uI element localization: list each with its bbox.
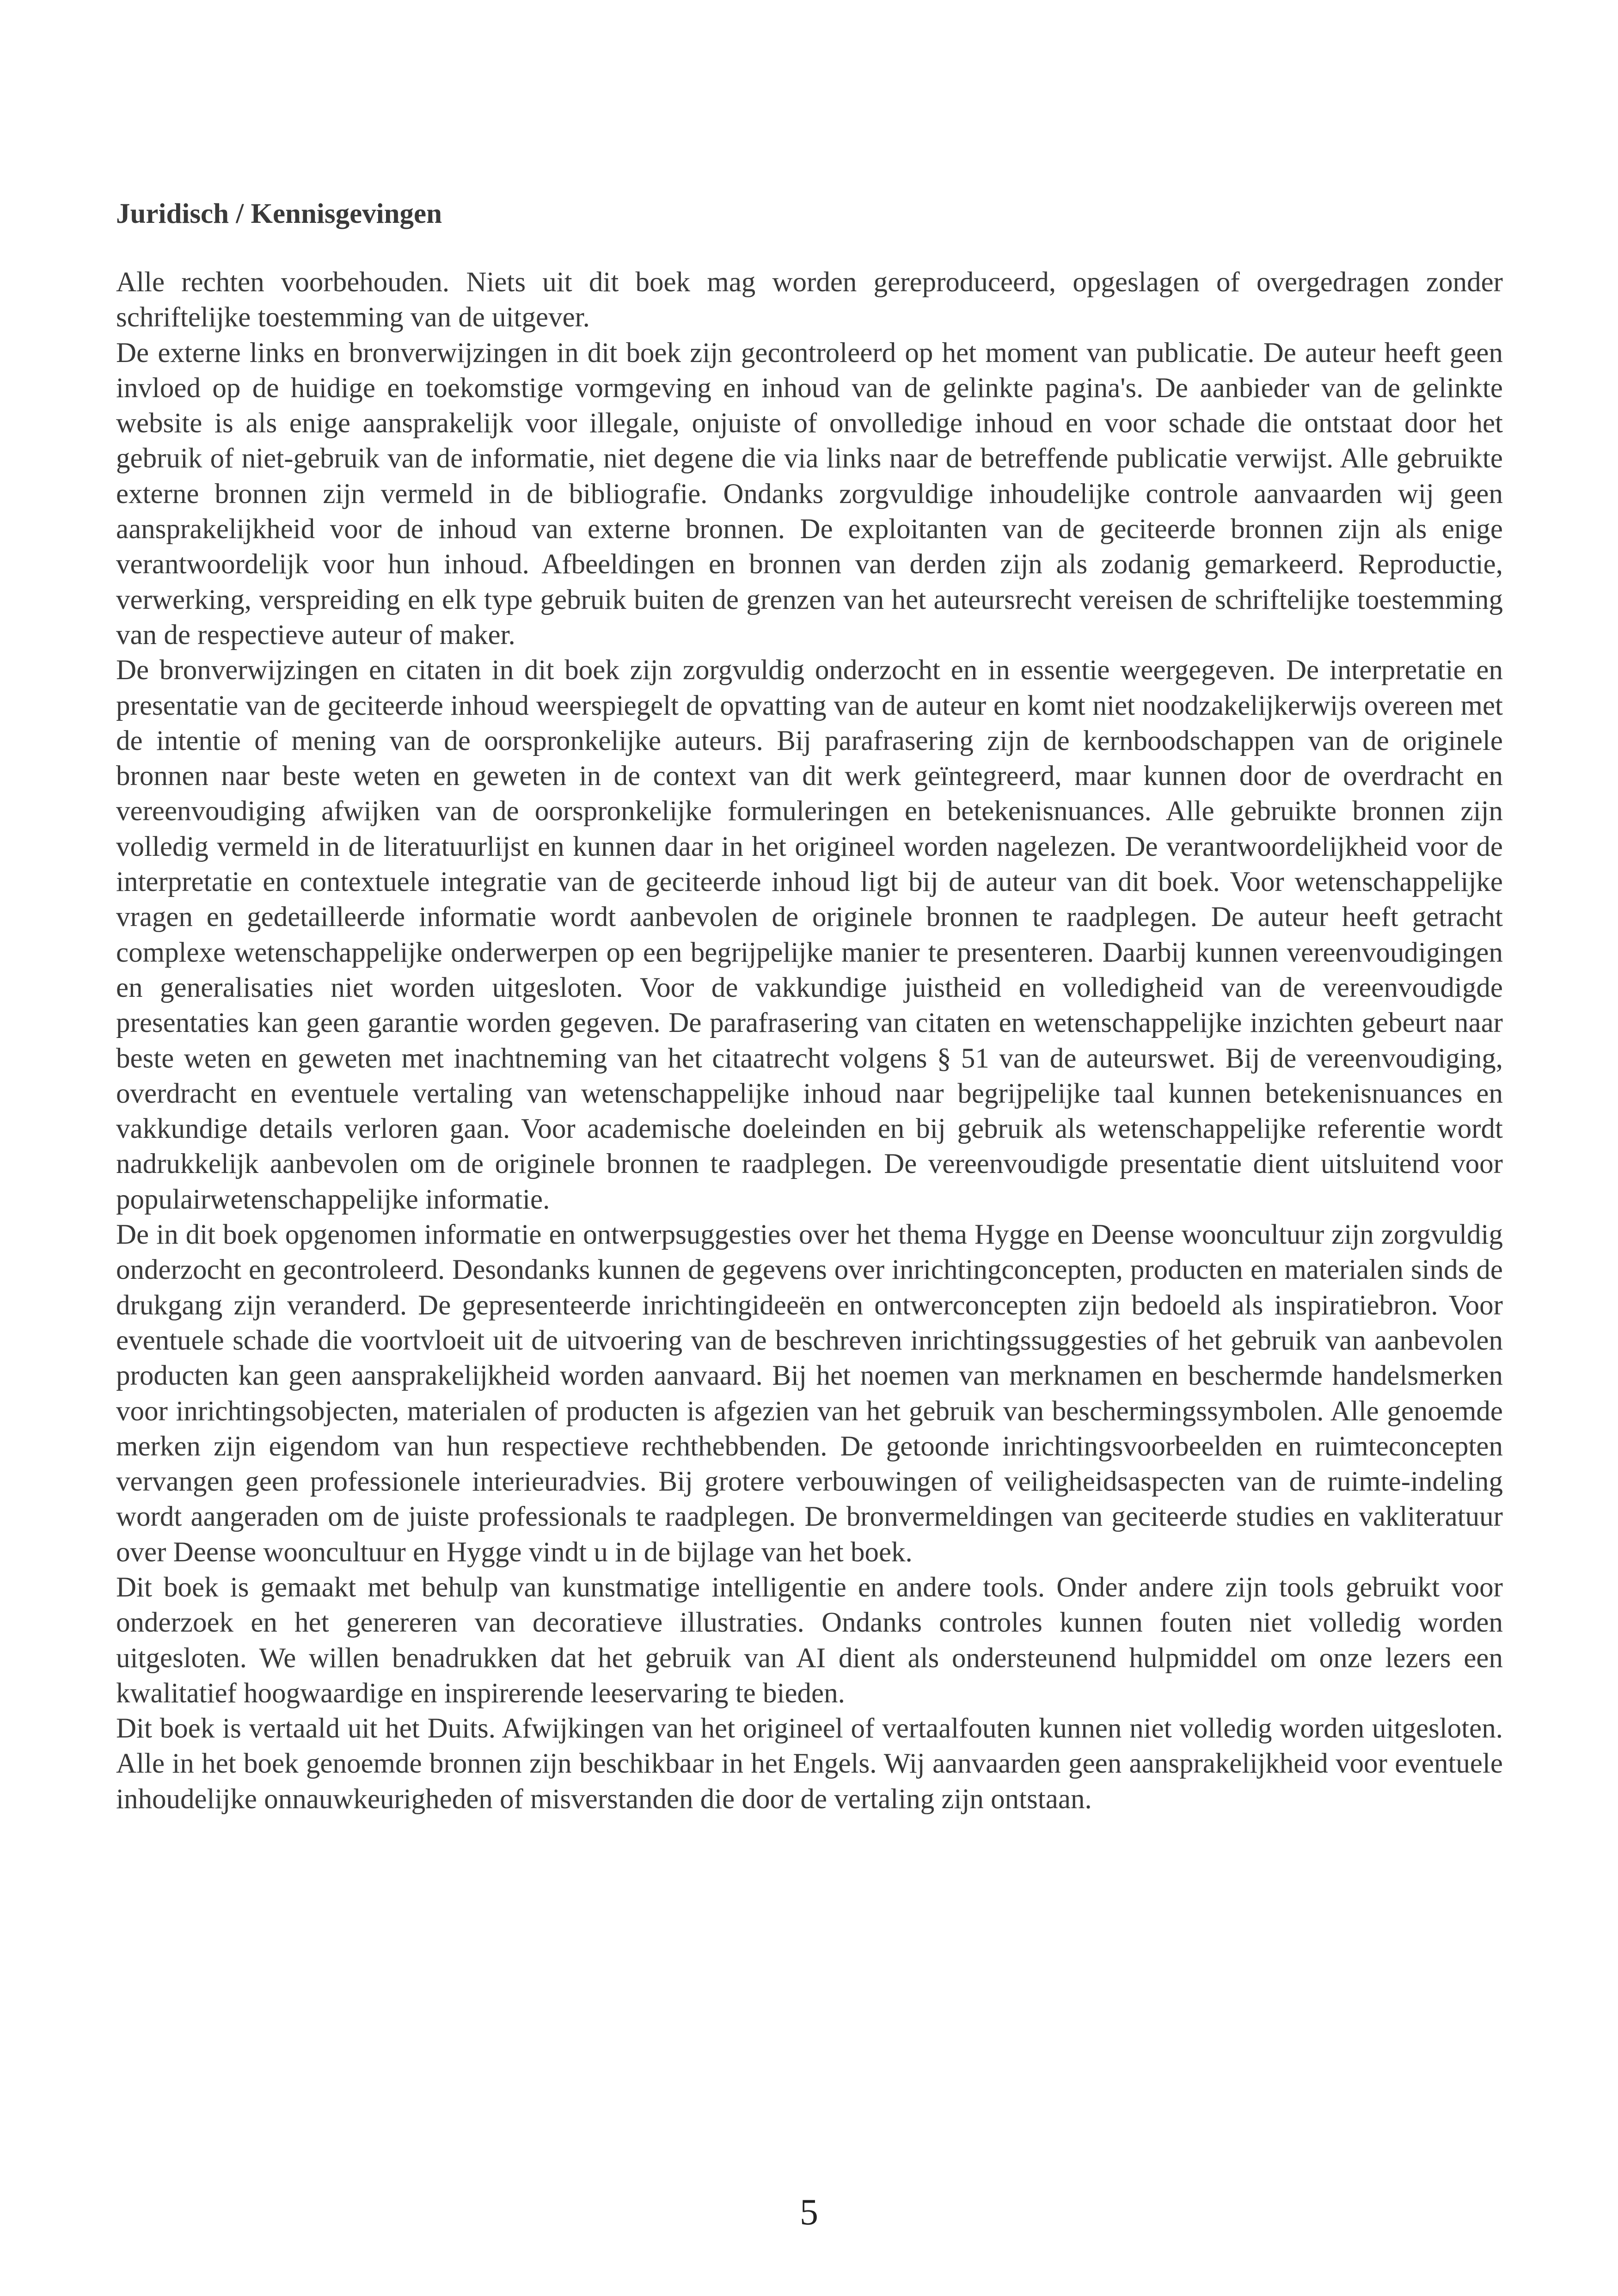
paragraph-copyright: Alle rechten voorbehouden. Niets uit dit boek mag worden gereproduceerd, opgeslagen of overgedragen zonder schriftelijke toestemming van de uitgever. [116,267,1503,333]
page-number: 5 [800,2192,818,2233]
section-heading: Juridisch / Kennisgevingen [116,198,442,229]
paragraph-external-links: De externe links en bronverwijzingen in dit boek zijn gecontroleerd op het moment van publicatie. De auteur heeft geen invloed op de huidige en toekomstige vormgeving en inhoud van de gelinkte pagina's. De aanbieder van de gelinkte website is als enige aansprakelijk voor illegale, onjuiste of onvolledige inhoud en voor schade die ontstaat door het gebruik of niet-gebruik van de informatie, niet degene die via links naar de betreffende publicatie verwijst. Alle gebruikte externe bronnen zijn vermeld in de bibliografie. Ondanks zorgvuldige inhoudelijke controle aanvaarden wij geen aansprakelijkheid voor de inhoud van externe bronnen. De exploitanten van de geciteerde bronnen zijn als enige verantwoordelijk voor hun inhoud. Afbeeldingen en bronnen van derden zijn als zodanig gemarkeerd. Reproductie, verwerking, verspreiding en elk type gebruik buiten de grenzen van het auteursrecht vereisen de schriftelijke toestemming van de respectieve auteur of maker. [116,337,1503,651]
page-content [116,196,1503,1817]
paragraph-hygge-information: De in dit boek opgenomen informatie en ontwerpsuggesties over het thema Hygge en Deense wooncultuur zijn zorgvuldig onderzocht en gecontroleerd. Desondanks kunnen de gegevens over inrichtingconcepten, producten en materialen sinds de drukgang zijn veranderd. De gepresenteerde inrichtingideeën en ontwerconcepten zijn bedoeld als inspiratiebron. Voor eventuele schade die voortvloeit uit de uitvoering van de beschreven inrichtingssuggesties of het gebruik van aanbevolen producten kan geen aansprakelijkheid worden aanvaard. Bij het noemen van merknamen en beschermde handelsmerken voor inrichtingsobjecten, materialen of producten is afgezien van het gebruik van beschermingssymbolen. Alle genoemde merken zijn eigendom van hun respectieve rechthebbenden. De getoonde inrichtingsvoorbeelden en ruimteconcepten vervangen geen professionele interieuradvies. Bij grotere verbouwingen of veiligheidsaspecten van de ruimte-indeling wordt aangeraden om de juiste professionals te raadplegen. De bronvermeldingen van geciteerde studies en vakliteratuur over Deense wooncultuur en Hygge vindt u in de bijlage van het boek. [116,1219,1503,1568]
paragraph-translation: Dit boek is vertaald uit het Duits. Afwijkingen van het origineel of vertaalfouten kunnen niet volledig worden uitgesloten. Alle in het boek genoemde bronnen zijn beschikbaar in het Engels. Wij aanvaarden geen aansprakelijkheid voor eventuele inhoudelijke onnauwkeurigheden of misverstanden die door de vertaling zijn ontstaan. [116,1713,1503,1815]
paragraph-citations: De bronverwijzingen en citaten in dit boek zijn zorgvuldig onderzocht en in essentie weergegeven. De interpretatie en presentatie van de geciteerde inhoud weerspiegelt de opvatting van de auteur en komt niet noodzakelijkerwijs overeen met de intentie of mening van de oorspronkelijke auteurs. Bij parafrasering zijn de kernboodschappen van de originele bronnen naar beste weten en geweten in de context van dit werk geïntegreerd, maar kunnen door de overdracht en vereenvoudiging afwijken van de oorspronkelijke formuleringen en betekenisnuances. Alle gebruikte bronnen zijn volledig vermeld in de literatuurlijst en kunnen daar in het origineel worden nagelezen. De verantwoordelijkheid voor de interpretatie en contextuele integratie van de geciteerde inhoud ligt bij de auteur van dit boek. Voor wetenschappelijke vragen en gedetailleerde informatie wordt aanbevolen de originele bronnen te raadplegen. De auteur heeft getracht complexe wetenschappelijke onderwerpen op een begrijpelijke manier te presenteren. Daarbij kunnen vereenvoudigingen en generalisaties niet worden uitgesloten. Voor de vakkundige juistheid en volledigheid van de vereenvoudigde presentaties kan geen garantie worden gegeven. De parafrasering van citaten en wetenschappelijke inzichten gebeurt naar beste weten en geweten met inachtneming van het citaatrecht volgens § 51 van de auteurswet. Bij de vereenvoudiging, overdracht en eventuele vertaling van wetenschappelijke inhoud naar begrijpelijke taal kunnen betekenisnuances en vakkundige details verloren gaan. Voor academische doeleinden en bij gebruik als wetenschappelijke referentie wordt nadrukkelijk aanbevolen om de originele bronnen te raadplegen. De vereenvoudigde presentatie dient uitsluitend voor populairwetenschappelijke informatie. [116,655,1503,1215]
paragraph-ai-usage: Dit boek is gemaakt met behulp van kunstmatige intelligentie en andere tools. Onder andere zijn tools gebruikt voor onderzoek en het genereren van decoratieve illustraties. Ondanks controles kunnen fouten niet volledig worden uitgesloten. We willen benadrukken dat het gebruik van AI dient als ondersteunend hulpmiddel om onze lezers een kwalitatief hoogwaardige en inspirerende leeservaring te bieden. [116,1572,1503,1709]
